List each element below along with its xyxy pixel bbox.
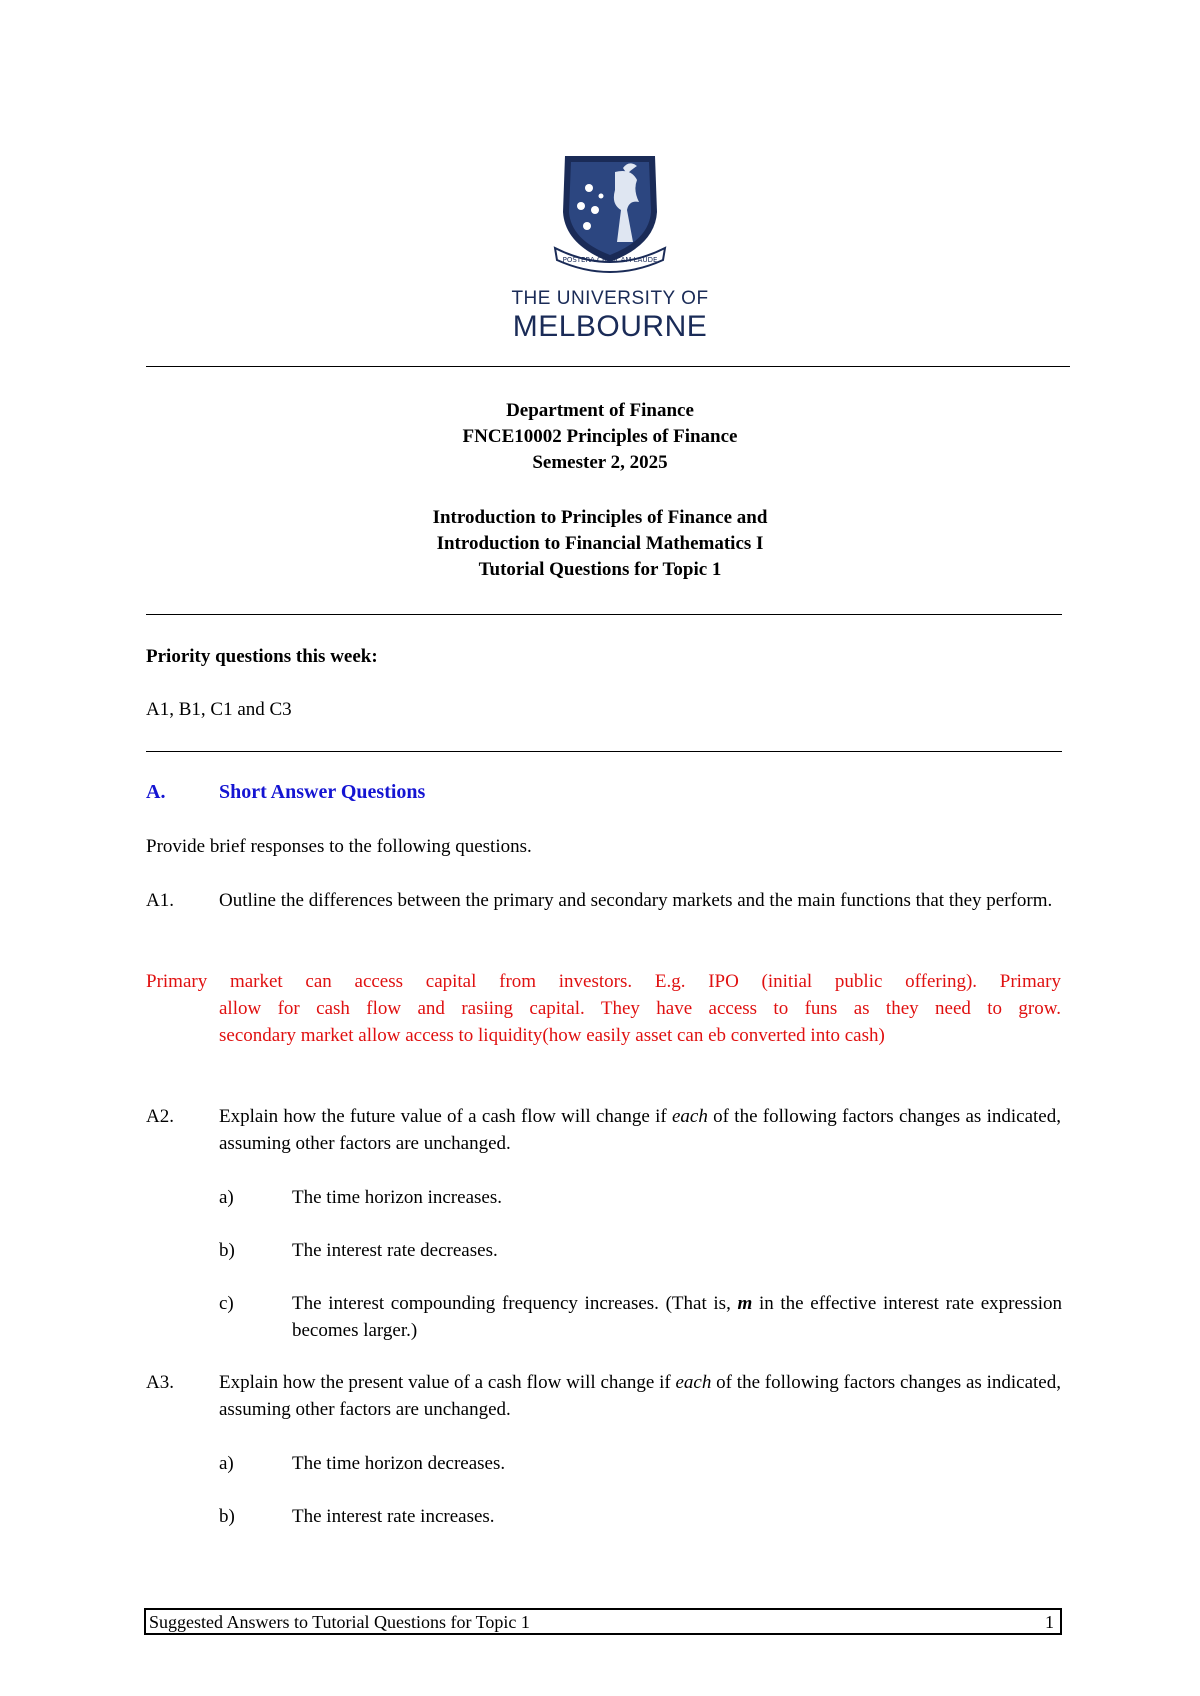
question-a2-item-c-text (292, 1290, 1062, 1344)
page-footer (144, 1608, 1062, 1635)
priority-list: A1, B1, C1 and C3 (146, 699, 292, 720)
answer-a1-line3: secondary market allow access to liquidity(how easily asset can eb converted into cash) (219, 1025, 885, 1046)
question-a2-label: A2. (146, 1106, 174, 1127)
question-a2-text-after: of the following factors changes as indicated, assuming other factors are unchanged. (219, 1106, 1061, 1154)
logo-line2: MELBOURNE (512, 310, 708, 343)
header-rule (146, 366, 1070, 367)
section-a-title: Short Answer Questions (219, 781, 426, 803)
question-a2-item-c-before: The interest compounding frequency increases. (That is, (292, 1293, 738, 1314)
question-a2-item-c-emphasis: m (737, 1293, 753, 1314)
priority-rule (146, 751, 1062, 752)
priority-heading: Priority questions this week: (146, 646, 378, 667)
question-a1-label: A1. (146, 890, 174, 911)
question-a3-text-before: Explain how the present value of a cash flow will change if (219, 1372, 676, 1393)
university-logo (505, 150, 715, 350)
title-block (140, 505, 1060, 583)
section-a-label: A. (146, 781, 166, 803)
answer-a1 (146, 968, 1061, 1049)
question-a2-item-b-text: The interest rate decreases. (292, 1240, 498, 1261)
title-line1: Introduction to Principles of Finance and (432, 507, 768, 528)
question-a1-text: Outline the differences between the primary and secondary markets and the main functions that they perform. (219, 890, 1053, 911)
semester: Semester 2, 2025 (532, 452, 668, 473)
motto-text: POSTERA CRESCAM LAUDE (562, 256, 658, 264)
question-a3-item-b-text: The interest rate increases. (292, 1506, 495, 1527)
question-a2-emphasis: each (671, 1106, 708, 1127)
title-line3: Tutorial Questions for Topic 1 (478, 559, 722, 580)
page-number: 1 (1045, 1612, 1054, 1632)
question-a2-item-b-label: b) (219, 1240, 235, 1261)
question-a3-emphasis: each (675, 1372, 712, 1393)
question-a2-text (219, 1103, 1061, 1157)
question-a2-item-c-after: in the effective interest rate expression becomes larger.) (292, 1293, 1063, 1341)
title-rule (146, 614, 1062, 615)
question-a2-item-c-label: c) (219, 1293, 234, 1314)
answer-a1-line1: Primary market can access capital from investors. E.g. IPO (initial public offering). Primary (146, 971, 1061, 992)
logo-line1: THE UNIVERSITY OF (511, 288, 709, 309)
question-a2-text-before: Explain how the future value of a cash flow will change if (219, 1106, 672, 1127)
section-a-intro: Provide brief responses to the following questions. (146, 836, 532, 857)
footer-text: Suggested Answers to Tutorial Questions for Topic 1 (149, 1612, 530, 1632)
question-a3-item-a-text: The time horizon decreases. (292, 1453, 506, 1474)
answer-a1-line2: allow for cash flow and rasiing capital. They have access to funs as they need to grow. (219, 998, 1061, 1019)
question-a2-item-a-label: a) (219, 1187, 234, 1208)
university-crest-icon (545, 150, 675, 280)
title-line2: Introduction to Financial Mathematics I (436, 533, 764, 554)
header-block (140, 398, 1060, 476)
question-a3-item-a-label: a) (219, 1453, 234, 1474)
question-a3-text-after: of the following factors changes as indicated, assuming other factors are unchanged. (219, 1372, 1061, 1420)
question-a3-label: A3. (146, 1372, 174, 1393)
question-a3-item-b-label: b) (219, 1506, 235, 1527)
question-a2-item-a-text: The time horizon increases. (292, 1187, 502, 1208)
department-name: Department of Finance (506, 400, 694, 421)
course-name: FNCE10002 Principles of Finance (462, 426, 738, 447)
question-a3-text (219, 1369, 1061, 1423)
